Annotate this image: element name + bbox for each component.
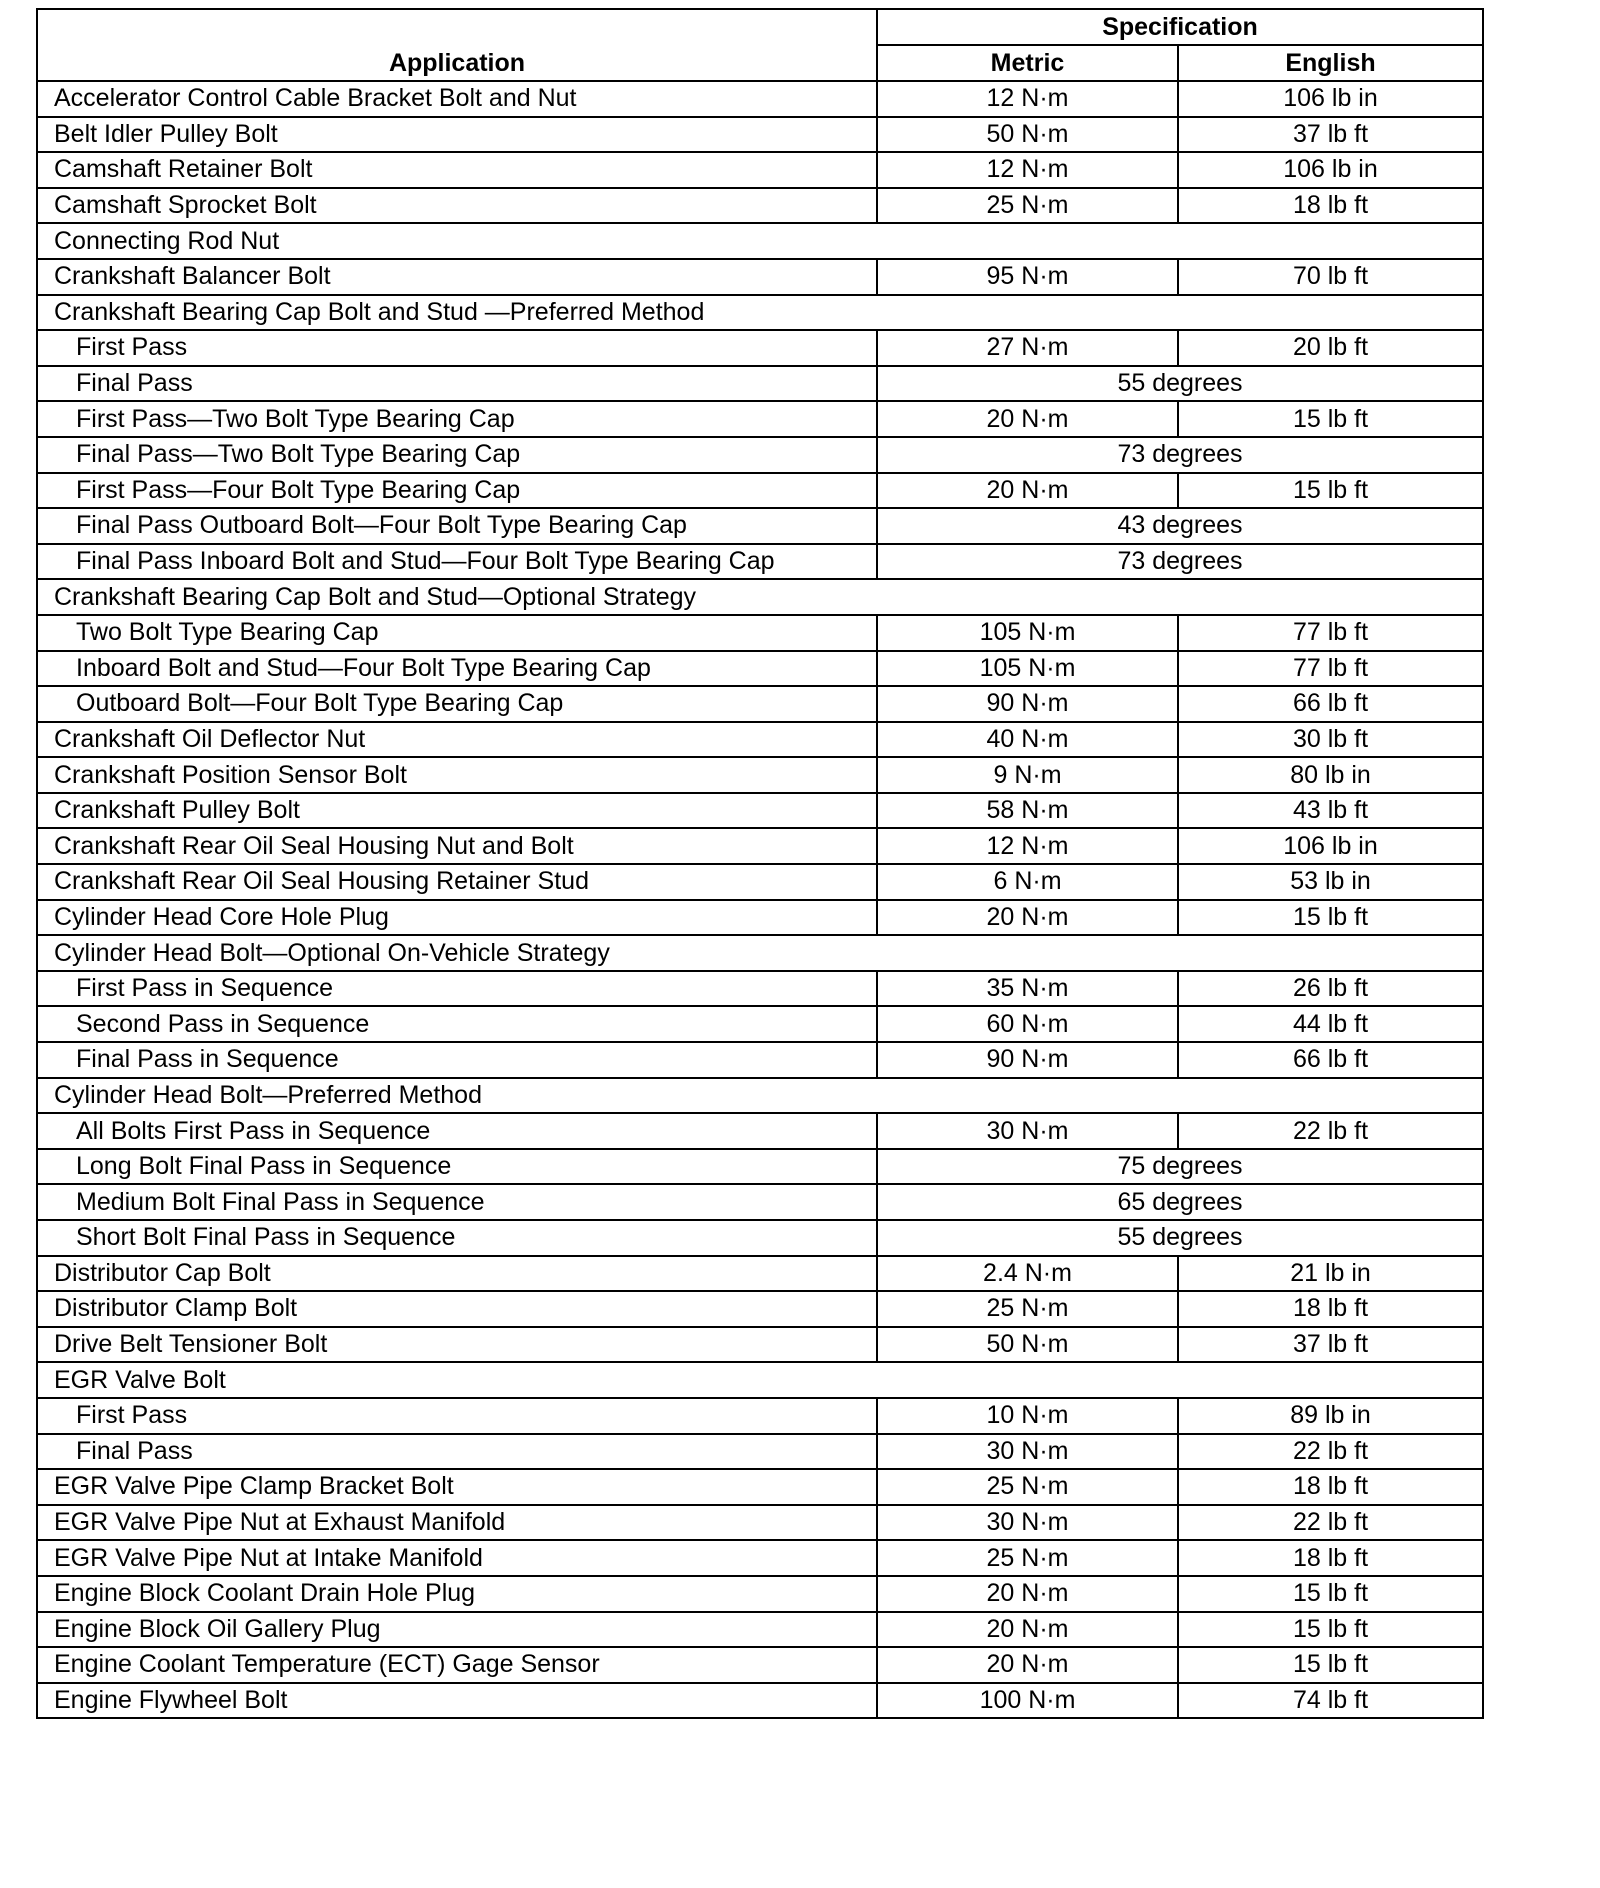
english-cell: 37 lb ft xyxy=(1178,1327,1483,1363)
english-cell: 18 lb ft xyxy=(1178,188,1483,224)
metric-cell: 20 N·m xyxy=(877,401,1178,437)
application-cell: Cylinder Head Bolt—Optional On-Vehicle Strategy xyxy=(37,935,1483,971)
english-cell: 106 lb in xyxy=(1178,828,1483,864)
application-cell: Connecting Rod Nut xyxy=(37,223,1483,259)
angle-cell: 55 degrees xyxy=(877,366,1483,402)
application-cell: Two Bolt Type Bearing Cap xyxy=(37,615,877,651)
english-cell: 37 lb ft xyxy=(1178,117,1483,153)
application-cell: Final Pass xyxy=(37,1434,877,1470)
application-cell: Final Pass Outboard Bolt—Four Bolt Type Bearing Cap xyxy=(37,508,877,544)
table-row xyxy=(37,615,1483,651)
english-cell: 22 lb ft xyxy=(1178,1505,1483,1541)
metric-cell: 2.4 N·m xyxy=(877,1256,1178,1292)
application-cell: Distributor Clamp Bolt xyxy=(37,1291,877,1327)
english-cell: 89 lb in xyxy=(1178,1398,1483,1434)
application-cell: Engine Coolant Temperature (ECT) Gage Sensor xyxy=(37,1647,877,1683)
application-cell: Engine Block Oil Gallery Plug xyxy=(37,1612,877,1648)
metric-cell: 30 N·m xyxy=(877,1113,1178,1149)
application-cell: EGR Valve Pipe Nut at Intake Manifold xyxy=(37,1540,877,1576)
table-row xyxy=(37,579,1483,615)
table-row xyxy=(37,935,1483,971)
application-cell: Camshaft Sprocket Bolt xyxy=(37,188,877,224)
application-cell: Final Pass—Two Bolt Type Bearing Cap xyxy=(37,437,877,473)
table-row xyxy=(37,1576,1483,1612)
application-cell: Crankshaft Balancer Bolt xyxy=(37,259,877,295)
application-cell: Final Pass Inboard Bolt and Stud—Four Bolt Type Bearing Cap xyxy=(37,544,877,580)
table-row xyxy=(37,900,1483,936)
application-cell: Outboard Bolt—Four Bolt Type Bearing Cap xyxy=(37,686,877,722)
metric-cell: 35 N·m xyxy=(877,971,1178,1007)
metric-cell: 30 N·m xyxy=(877,1434,1178,1470)
english-cell: 30 lb ft xyxy=(1178,722,1483,758)
english-cell: 44 lb ft xyxy=(1178,1006,1483,1042)
application-cell: Engine Block Coolant Drain Hole Plug xyxy=(37,1576,877,1612)
table-header xyxy=(37,9,1483,81)
metric-cell: 12 N·m xyxy=(877,81,1178,117)
application-cell: Belt Idler Pulley Bolt xyxy=(37,117,877,153)
table-row xyxy=(37,793,1483,829)
table-row xyxy=(37,971,1483,1007)
application-cell: Crankshaft Rear Oil Seal Housing Nut and Bolt xyxy=(37,828,877,864)
table-row xyxy=(37,1327,1483,1363)
application-cell: Drive Belt Tensioner Bolt xyxy=(37,1327,877,1363)
english-cell: 106 lb in xyxy=(1178,81,1483,117)
application-cell: Crankshaft Pulley Bolt xyxy=(37,793,877,829)
table-row xyxy=(37,1398,1483,1434)
english-cell: 20 lb ft xyxy=(1178,330,1483,366)
metric-cell: 95 N·m xyxy=(877,259,1178,295)
application-cell: First Pass xyxy=(37,330,877,366)
metric-cell: 105 N·m xyxy=(877,615,1178,651)
english-cell: 15 lb ft xyxy=(1178,1576,1483,1612)
application-cell: Cylinder Head Bolt—Preferred Method xyxy=(37,1078,1483,1114)
table-row xyxy=(37,828,1483,864)
metric-cell: 20 N·m xyxy=(877,1612,1178,1648)
metric-cell: 25 N·m xyxy=(877,1540,1178,1576)
metric-cell: 100 N·m xyxy=(877,1683,1178,1719)
metric-cell: 25 N·m xyxy=(877,1469,1178,1505)
application-cell: Crankshaft Oil Deflector Nut xyxy=(37,722,877,758)
application-cell: Crankshaft Bearing Cap Bolt and Stud —Preferred Method xyxy=(37,295,1483,331)
application-cell: First Pass—Four Bolt Type Bearing Cap xyxy=(37,473,877,509)
english-cell: 22 lb ft xyxy=(1178,1113,1483,1149)
angle-cell: 73 degrees xyxy=(877,544,1483,580)
application-cell: First Pass xyxy=(37,1398,877,1434)
metric-cell: 50 N·m xyxy=(877,1327,1178,1363)
application-cell: Medium Bolt Final Pass in Sequence xyxy=(37,1184,877,1220)
table-row xyxy=(37,1184,1483,1220)
table-row xyxy=(37,1683,1483,1719)
english-cell: 18 lb ft xyxy=(1178,1540,1483,1576)
table-row xyxy=(37,330,1483,366)
english-cell: 70 lb ft xyxy=(1178,259,1483,295)
table-row xyxy=(37,259,1483,295)
table-row xyxy=(37,1220,1483,1256)
angle-cell: 55 degrees xyxy=(877,1220,1483,1256)
table-row xyxy=(37,1113,1483,1149)
table-row xyxy=(37,864,1483,900)
metric-cell: 90 N·m xyxy=(877,686,1178,722)
application-cell: Engine Flywheel Bolt xyxy=(37,1683,877,1719)
table-row xyxy=(37,366,1483,402)
table-body xyxy=(37,81,1483,1718)
metric-cell: 20 N·m xyxy=(877,1647,1178,1683)
table-row xyxy=(37,508,1483,544)
english-cell: 22 lb ft xyxy=(1178,1434,1483,1470)
application-cell: Second Pass in Sequence xyxy=(37,1006,877,1042)
table-row xyxy=(37,1469,1483,1505)
application-cell: EGR Valve Pipe Nut at Exhaust Manifold xyxy=(37,1505,877,1541)
application-cell: Final Pass xyxy=(37,366,877,402)
application-cell: Final Pass in Sequence xyxy=(37,1042,877,1078)
english-cell: 74 lb ft xyxy=(1178,1683,1483,1719)
english-cell: 80 lb in xyxy=(1178,757,1483,793)
english-cell: 18 lb ft xyxy=(1178,1291,1483,1327)
english-cell: 15 lb ft xyxy=(1178,1612,1483,1648)
metric-cell: 20 N·m xyxy=(877,1576,1178,1612)
specification-header: Specification xyxy=(877,9,1483,45)
table-row xyxy=(37,1042,1483,1078)
application-cell: Crankshaft Position Sensor Bolt xyxy=(37,757,877,793)
table-row xyxy=(37,1256,1483,1292)
english-cell: 15 lb ft xyxy=(1178,900,1483,936)
table-row xyxy=(37,473,1483,509)
table-row xyxy=(37,295,1483,331)
table-row xyxy=(37,223,1483,259)
english-cell: 53 lb in xyxy=(1178,864,1483,900)
application-cell: Crankshaft Bearing Cap Bolt and Stud—Optional Strategy xyxy=(37,579,1483,615)
table-row xyxy=(37,1149,1483,1185)
table-row xyxy=(37,152,1483,188)
english-cell: 15 lb ft xyxy=(1178,1647,1483,1683)
english-cell: 106 lb in xyxy=(1178,152,1483,188)
metric-cell: 60 N·m xyxy=(877,1006,1178,1042)
metric-cell: 30 N·m xyxy=(877,1505,1178,1541)
table-row xyxy=(37,757,1483,793)
angle-cell: 65 degrees xyxy=(877,1184,1483,1220)
table-row xyxy=(37,81,1483,117)
fastener-torque-table xyxy=(36,8,1484,1719)
application-cell: All Bolts First Pass in Sequence xyxy=(37,1113,877,1149)
table-row xyxy=(37,686,1483,722)
metric-cell: 25 N·m xyxy=(877,1291,1178,1327)
table-row xyxy=(37,651,1483,687)
application-cell: Camshaft Retainer Bolt xyxy=(37,152,877,188)
metric-cell: 12 N·m xyxy=(877,828,1178,864)
table-row xyxy=(37,544,1483,580)
table-row xyxy=(37,1647,1483,1683)
table-row xyxy=(37,1434,1483,1470)
table-row xyxy=(37,1291,1483,1327)
angle-cell: 43 degrees xyxy=(877,508,1483,544)
table-row xyxy=(37,401,1483,437)
application-cell: Inboard Bolt and Stud—Four Bolt Type Bearing Cap xyxy=(37,651,877,687)
metric-cell: 27 N·m xyxy=(877,330,1178,366)
metric-cell: 20 N·m xyxy=(877,473,1178,509)
metric-cell: 20 N·m xyxy=(877,900,1178,936)
english-header: English xyxy=(1178,45,1483,81)
metric-cell: 90 N·m xyxy=(877,1042,1178,1078)
english-cell: 43 lb ft xyxy=(1178,793,1483,829)
english-cell: 77 lb ft xyxy=(1178,651,1483,687)
table-row xyxy=(37,722,1483,758)
metric-cell: 40 N·m xyxy=(877,722,1178,758)
metric-header: Metric xyxy=(877,45,1178,81)
application-cell: Accelerator Control Cable Bracket Bolt and Nut xyxy=(37,81,877,117)
table-row xyxy=(37,1612,1483,1648)
english-cell: 26 lb ft xyxy=(1178,971,1483,1007)
metric-cell: 10 N·m xyxy=(877,1398,1178,1434)
metric-cell: 6 N·m xyxy=(877,864,1178,900)
metric-cell: 105 N·m xyxy=(877,651,1178,687)
application-cell: First Pass—Two Bolt Type Bearing Cap xyxy=(37,401,877,437)
application-cell: EGR Valve Pipe Clamp Bracket Bolt xyxy=(37,1469,877,1505)
application-cell: Crankshaft Rear Oil Seal Housing Retainer Stud xyxy=(37,864,877,900)
application-header: Application xyxy=(37,9,877,81)
metric-cell: 58 N·m xyxy=(877,793,1178,829)
metric-cell: 50 N·m xyxy=(877,117,1178,153)
table-row xyxy=(37,1006,1483,1042)
application-cell: Distributor Cap Bolt xyxy=(37,1256,877,1292)
english-cell: 15 lb ft xyxy=(1178,401,1483,437)
table-row xyxy=(37,1078,1483,1114)
application-cell: Cylinder Head Core Hole Plug xyxy=(37,900,877,936)
angle-cell: 73 degrees xyxy=(877,437,1483,473)
english-cell: 21 lb in xyxy=(1178,1256,1483,1292)
english-cell: 66 lb ft xyxy=(1178,1042,1483,1078)
english-cell: 18 lb ft xyxy=(1178,1469,1483,1505)
metric-cell: 25 N·m xyxy=(877,188,1178,224)
table-row xyxy=(37,117,1483,153)
application-cell: Short Bolt Final Pass in Sequence xyxy=(37,1220,877,1256)
table-row xyxy=(37,1362,1483,1398)
english-cell: 15 lb ft xyxy=(1178,473,1483,509)
angle-cell: 75 degrees xyxy=(877,1149,1483,1185)
english-cell: 77 lb ft xyxy=(1178,615,1483,651)
metric-cell: 9 N·m xyxy=(877,757,1178,793)
application-cell: Long Bolt Final Pass in Sequence xyxy=(37,1149,877,1185)
table-row xyxy=(37,437,1483,473)
english-cell: 66 lb ft xyxy=(1178,686,1483,722)
metric-cell: 12 N·m xyxy=(877,152,1178,188)
application-cell: First Pass in Sequence xyxy=(37,971,877,1007)
table-row xyxy=(37,188,1483,224)
table-row xyxy=(37,1505,1483,1541)
application-cell: EGR Valve Bolt xyxy=(37,1362,1483,1398)
table-row xyxy=(37,1540,1483,1576)
